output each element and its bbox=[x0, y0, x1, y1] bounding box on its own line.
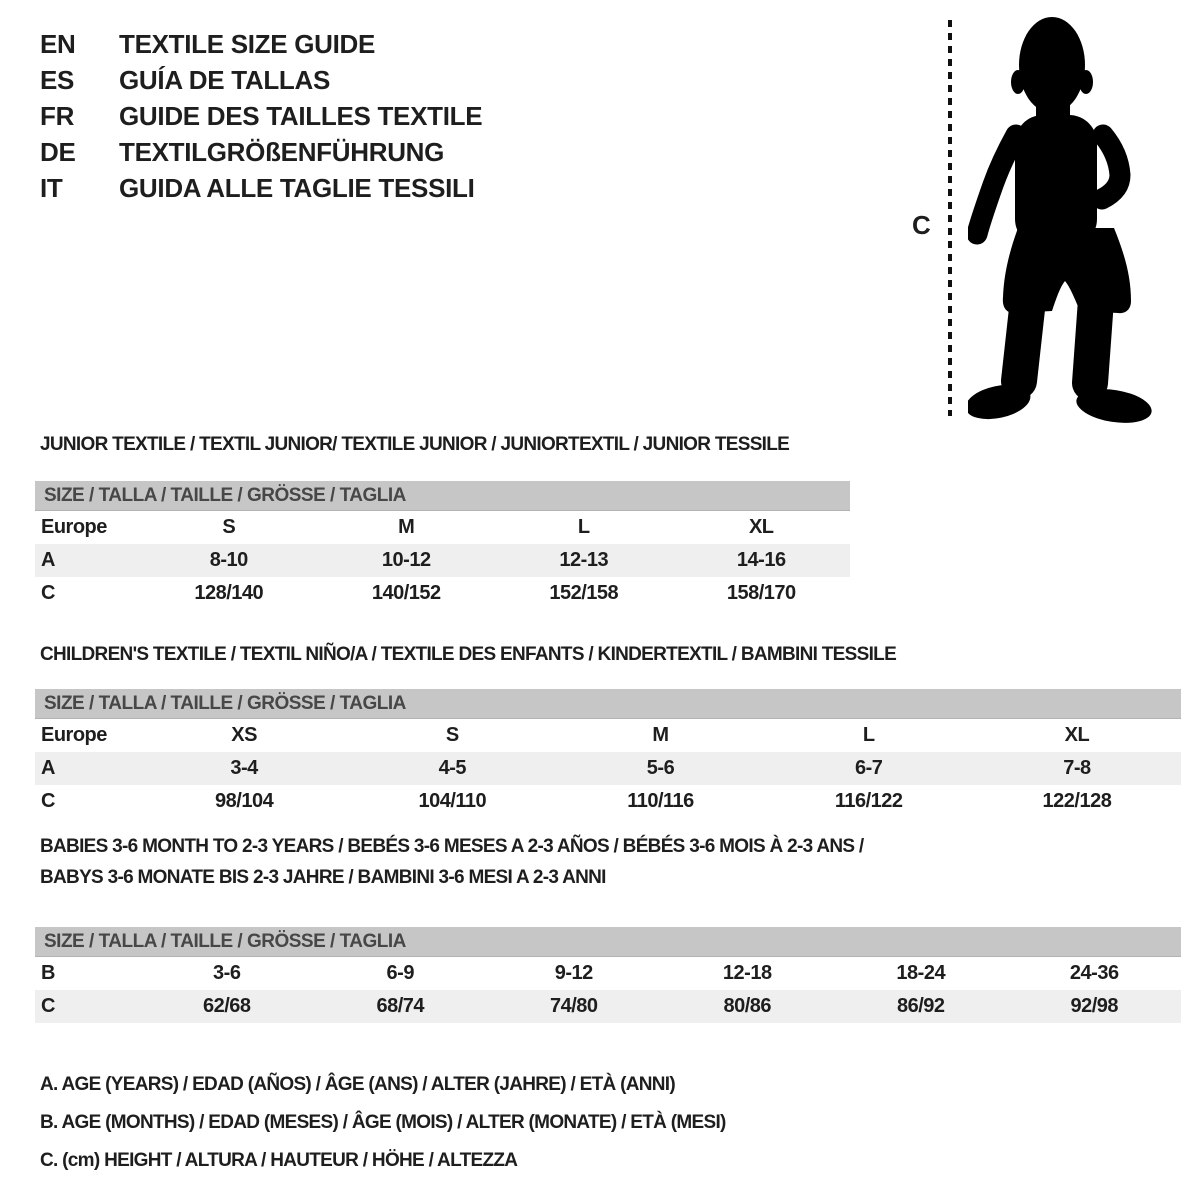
junior-title-line: JUNIOR TEXTILE / TEXTIL JUNIOR/ TEXTILE JUNIOR / JUNIORTEXTIL / JUNIOR TESSILE bbox=[40, 434, 790, 455]
value-cell: 3-6 bbox=[213, 962, 241, 984]
table-row bbox=[35, 577, 850, 610]
row-label-cell: C bbox=[41, 582, 55, 604]
value-cell: 14-16 bbox=[736, 549, 786, 571]
language-title: GUIDE DES TAILLES TEXTILE bbox=[119, 101, 483, 131]
value-cell: 4-5 bbox=[438, 757, 466, 779]
table-row bbox=[35, 719, 1181, 752]
value-cell: 68/74 bbox=[376, 995, 425, 1017]
value-cell: 10-12 bbox=[381, 549, 431, 571]
junior-size-header-bar: SIZE / TALLA / TAILLE / GRÖSSE / TAGLIA bbox=[35, 481, 850, 511]
babies-size-header-bar: SIZE / TALLA / TAILLE / GRÖSSE / TAGLIA bbox=[35, 927, 1181, 957]
value-cell: 74/80 bbox=[549, 995, 598, 1017]
value-cell: 6-9 bbox=[386, 962, 414, 984]
babies-title-line: BABYS 3-6 MONATE BIS 2-3 JAHRE / BAMBINI 3-6 MESI A 2-3 ANNI bbox=[40, 867, 606, 888]
value-cell: 152/158 bbox=[549, 582, 619, 604]
value-cell: 6-7 bbox=[855, 757, 883, 779]
language-code: DE bbox=[40, 137, 76, 167]
legend-line: A. AGE (YEARS) / EDAD (AÑOS) / ÂGE (ANS) / ALTER (JAHRE) / ETÀ (ANNI) bbox=[40, 1074, 675, 1095]
language-title: GUIDA ALLE TAGLIE TESSILI bbox=[119, 173, 475, 203]
value-cell: 5-6 bbox=[646, 757, 675, 779]
table-row bbox=[35, 544, 850, 577]
value-cell: 12-18 bbox=[722, 962, 772, 984]
value-cell: 62/68 bbox=[202, 995, 251, 1017]
value-cell: 140/152 bbox=[371, 582, 441, 604]
measurement-legend bbox=[40, 1066, 726, 1180]
children-title-line: CHILDREN'S TEXTILE / TEXTIL NIÑO/A / TEXTILE DES ENFANTS / KINDERTEXTIL / BAMBINI TESSILE bbox=[40, 644, 897, 665]
children-size-table bbox=[35, 719, 1181, 818]
junior-size-table bbox=[35, 511, 850, 610]
language-row bbox=[40, 62, 482, 98]
value-cell: XL bbox=[748, 516, 774, 538]
children-section-title bbox=[40, 639, 896, 670]
row-label-cell: Europe bbox=[41, 516, 107, 538]
row-label-cell: Europe bbox=[41, 724, 107, 746]
value-cell: 92/98 bbox=[1070, 995, 1119, 1017]
language-row bbox=[40, 170, 482, 206]
value-cell: 24-36 bbox=[1069, 962, 1119, 984]
table-row bbox=[35, 785, 1181, 818]
language-code: EN bbox=[40, 29, 76, 59]
junior-section-title bbox=[40, 429, 789, 460]
value-cell: 122/128 bbox=[1042, 790, 1112, 812]
value-cell: 110/116 bbox=[627, 790, 694, 812]
legend-line: B. AGE (MONTHS) / EDAD (MESES) / ÂGE (MOIS) / ALTER (MONATE) / ETÀ (MESI) bbox=[40, 1112, 726, 1133]
value-cell: XS bbox=[231, 724, 257, 746]
value-cell: 9-12 bbox=[554, 962, 593, 984]
value-cell: L bbox=[577, 516, 590, 538]
value-cell: 128/140 bbox=[194, 582, 264, 604]
row-label-cell: B bbox=[41, 962, 55, 984]
language-row bbox=[40, 26, 482, 62]
language-row bbox=[40, 134, 482, 170]
table-row bbox=[35, 511, 850, 544]
value-cell: 3-4 bbox=[230, 757, 258, 779]
value-cell: 7-8 bbox=[1063, 757, 1091, 779]
language-title: GUÍA DE TALLAS bbox=[119, 65, 331, 95]
table-row bbox=[35, 990, 1181, 1023]
language-title: TEXTILE SIZE GUIDE bbox=[119, 29, 376, 59]
value-cell: S bbox=[222, 516, 236, 538]
value-cell: 12-13 bbox=[559, 549, 609, 571]
value-cell: S bbox=[445, 724, 459, 746]
table-row bbox=[35, 752, 1181, 785]
value-cell: M bbox=[652, 724, 669, 746]
language-code: FR bbox=[40, 101, 75, 131]
value-cell: 98/104 bbox=[215, 790, 274, 812]
value-cell: M bbox=[398, 516, 415, 538]
value-cell: L bbox=[862, 724, 875, 746]
value-cell: 116/122 bbox=[834, 790, 903, 812]
language-code: ES bbox=[40, 65, 75, 95]
language-row bbox=[40, 98, 482, 134]
legend-line: C. (cm) HEIGHT / ALTURA / HAUTEUR / HÖHE / ALTEZZA bbox=[40, 1150, 518, 1171]
row-label-cell: A bbox=[41, 757, 55, 779]
height-measure-line bbox=[948, 20, 952, 416]
value-cell: 86/92 bbox=[896, 995, 945, 1017]
language-title: TEXTILGRÖßENFÜHRUNG bbox=[119, 137, 445, 167]
row-label-cell: A bbox=[41, 549, 55, 571]
babies-section-title bbox=[40, 831, 864, 893]
table-row bbox=[35, 957, 1181, 990]
value-cell: 8-10 bbox=[209, 549, 248, 571]
height-label: C bbox=[912, 210, 931, 240]
value-cell: 18-24 bbox=[896, 962, 946, 984]
row-label-cell: C bbox=[41, 995, 55, 1017]
value-cell: 158/170 bbox=[726, 582, 796, 604]
baby-silhouette-icon bbox=[968, 14, 1168, 426]
babies-title-line: BABIES 3-6 MONTH TO 2-3 YEARS / BEBÉS 3-6 MESES A 2-3 AÑOS / BÉBÉS 3-6 MOIS À 2-3 ANS / bbox=[40, 836, 864, 857]
babies-size-table bbox=[35, 957, 1181, 1023]
value-cell: XL bbox=[1064, 724, 1090, 746]
language-list bbox=[40, 26, 482, 206]
children-size-header-bar: SIZE / TALLA / TAILLE / GRÖSSE / TAGLIA bbox=[35, 689, 1181, 719]
row-label-cell: C bbox=[41, 790, 55, 812]
value-cell: 80/86 bbox=[723, 995, 772, 1017]
value-cell: 104/110 bbox=[418, 790, 487, 812]
language-code: IT bbox=[40, 173, 63, 203]
